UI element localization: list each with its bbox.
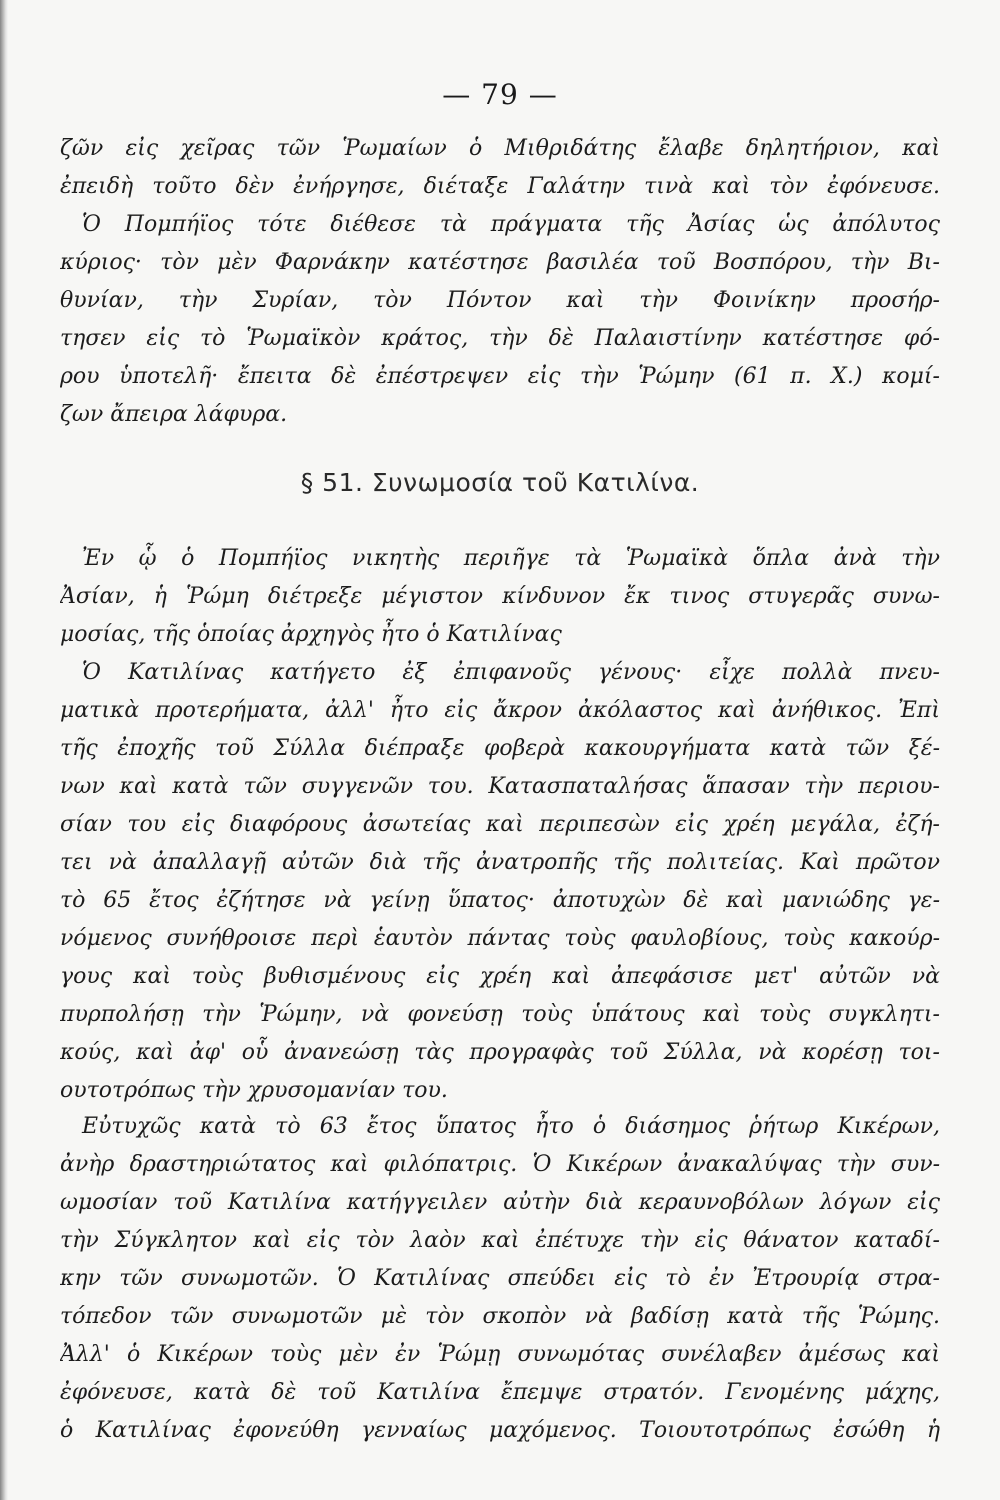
text-line: ματικὰ προτερήματα, ἀλλ' ἦτο εἰς ἄκρον ἀκόλαστος καὶ ἀνήθικος. Ἐπὶ — [60, 698, 940, 723]
text-line: κύριος· τὸν μὲν Φαρνάκην κατέστησε βασιλέα τοῦ Βοσπόρου, τὴν Βι- — [60, 250, 940, 275]
text-line: κούς, καὶ ἀφ' οὗ ἀνανεώσῃ τὰς προγραφὰς τοῦ Σύλλα, νὰ κορέσῃ τοι- — [60, 1040, 940, 1065]
text-line: Ἐν ᾧ ὁ Πομπήϊος νικητὴς περιῆγε τὰ Ῥωμαϊκὰ ὅπλα ἀνὰ τὴν — [82, 546, 940, 571]
text-line: ζῶν εἰς χεῖρας τῶν Ῥωμαίων ὁ Μιθριδάτης ἔλαβε δηλητήριον, καὶ — [60, 136, 940, 161]
text-line: τῆς ἐποχῆς τοῦ Σύλλα διέπραξε φοβερὰ κακουργήματα κατὰ τῶν ξέ- — [60, 736, 940, 761]
text-line: Εὐτυχῶς κατὰ τὸ 63 ἔτος ὕπατος ἦτο ὁ διάσημος ῥήτωρ Κικέρων, — [82, 1114, 940, 1139]
page-number: — 79 — — [442, 78, 558, 111]
text-line: πυρπολήσῃ τὴν Ῥώμην, νὰ φονεύσῃ τοὺς ὑπάτους καὶ τοὺς συγκλητι- — [60, 1002, 940, 1027]
text-line: Ὁ Πομπήϊος τότε διέθεσε τὰ πράγματα τῆς Ἀσίας ὡς ἀπόλυτος — [82, 212, 940, 237]
text-line: νόμενος συνήθροισε περὶ ἑαυτὸν πάντας τοὺς φαυλοβίους, τοὺς κακούρ- — [60, 926, 940, 951]
text-line: μοσίας, τῆς ὁποίας ἀρχηγὸς ἦτο ὁ Κατιλίνας — [60, 622, 562, 647]
text-line: ἐφόνευσε, κατὰ δὲ τοῦ Κατιλίνα ἔπεμψε στρατόν. Γενομένης μάχης, — [60, 1380, 940, 1405]
text-line: τησεν εἰς τὸ Ῥωμαϊκὸν κράτος, τὴν δὲ Παλαιστίνην κατέστησε φό- — [60, 326, 940, 351]
text-line: Ὁ Κατιλίνας κατήγετο ἐξ ἐπιφανοῦς γένους· εἶχε πολλὰ πνευ- — [82, 660, 940, 685]
paragraph-cicero — [60, 1108, 940, 1450]
paragraph-catiline — [60, 540, 940, 1110]
text-line: τὴν Σύγκλητον καὶ εἰς τὸν λαὸν καὶ ἐπέτυχε τὴν εἰς θάνατον καταδί- — [60, 1228, 940, 1253]
section-heading: § 51. Συνωμοσία τοῦ Κατιλίνα. — [300, 468, 700, 497]
text-line: ωμοσίαν τοῦ Κατιλίνα κατήγγειλεν αὐτὴν διὰ κεραυνοβόλων λόγων εἰς — [60, 1190, 940, 1215]
text-line: τει νὰ ἀπαλλαγῇ αὐτῶν διὰ τῆς ἀνατροπῆς τῆς πολιτείας. Καὶ πρῶτον — [60, 850, 940, 875]
text-line: θυνίαν, τὴν Συρίαν, τὸν Πόντον καὶ τὴν Φοινίκην προσήρ- — [60, 288, 940, 313]
text-line: ουτοτρόπως τὴν χρυσομανίαν του. — [60, 1078, 448, 1103]
text-line: ἀνὴρ δραστηριώτατος καὶ φιλόπατρις. Ὁ Κικέρων ἀνακαλύψας τὴν συν- — [60, 1152, 940, 1177]
text-line: ζων ἄπειρα λάφυρα. — [60, 402, 288, 427]
text-line: κην τῶν συνωμοτῶν. Ὁ Κατιλίνας σπεύδει εἰς τὸ ἐν Ἐτρουρίᾳ στρα- — [60, 1266, 940, 1291]
text-line: Ἀλλ' ὁ Κικέρων τοὺς μὲν ἐν Ῥώμῃ συνωμότας συνέλαβεν ἀμέσως καὶ — [60, 1342, 940, 1367]
text-line: ρου ὑποτελῆ· ἔπειτα δὲ ἐπέστρεψεν εἰς τὴν Ῥώμην (61 π. Χ.) κομί- — [60, 364, 940, 389]
text-line: γους καὶ τοὺς βυθισμένους εἰς χρέη καὶ ἀπεφάσισε μετ' αὐτῶν νὰ — [60, 964, 940, 989]
text-line: τὸ 65 ἔτος ἐζήτησε νὰ γείνῃ ὕπατος· ἀποτυχὼν δὲ καὶ μανιώδης γε- — [60, 888, 940, 913]
scan-shadow-edge — [0, 0, 8, 1500]
text-line: Ἀσίαν, ἡ Ῥώμη διέτρεξε μέγιστον κίνδυνον ἔκ τινος στυγερᾶς συνω- — [60, 584, 940, 609]
text-line: σίαν του εἰς διαφόρους ἀσωτείας καὶ περιπεσὼν εἰς χρέη μεγάλα, ἐζή- — [60, 812, 940, 837]
text-line: ὁ Κατιλίνας ἐφονεύθη γενναίως μαχόμενος. Τοιουτοτρόπως ἐσώθη ἡ — [60, 1418, 940, 1443]
text-line: τόπεδον τῶν συνωμοτῶν μὲ τὸν σκοπὸν νὰ βαδίσῃ κατὰ τῆς Ῥώμης. — [60, 1304, 940, 1329]
text-line: ἐπειδὴ τοῦτο δὲν ἐνήργησε, διέταξε Γαλάτην τινὰ καὶ τὸν ἐφόνευσε. — [60, 174, 940, 199]
paragraph-pompey-asia — [60, 130, 940, 434]
text-line: νων καὶ κατὰ τῶν συγγενῶν του. Κατασπαταλήσας ἅπασαν τὴν περιου- — [60, 774, 940, 799]
